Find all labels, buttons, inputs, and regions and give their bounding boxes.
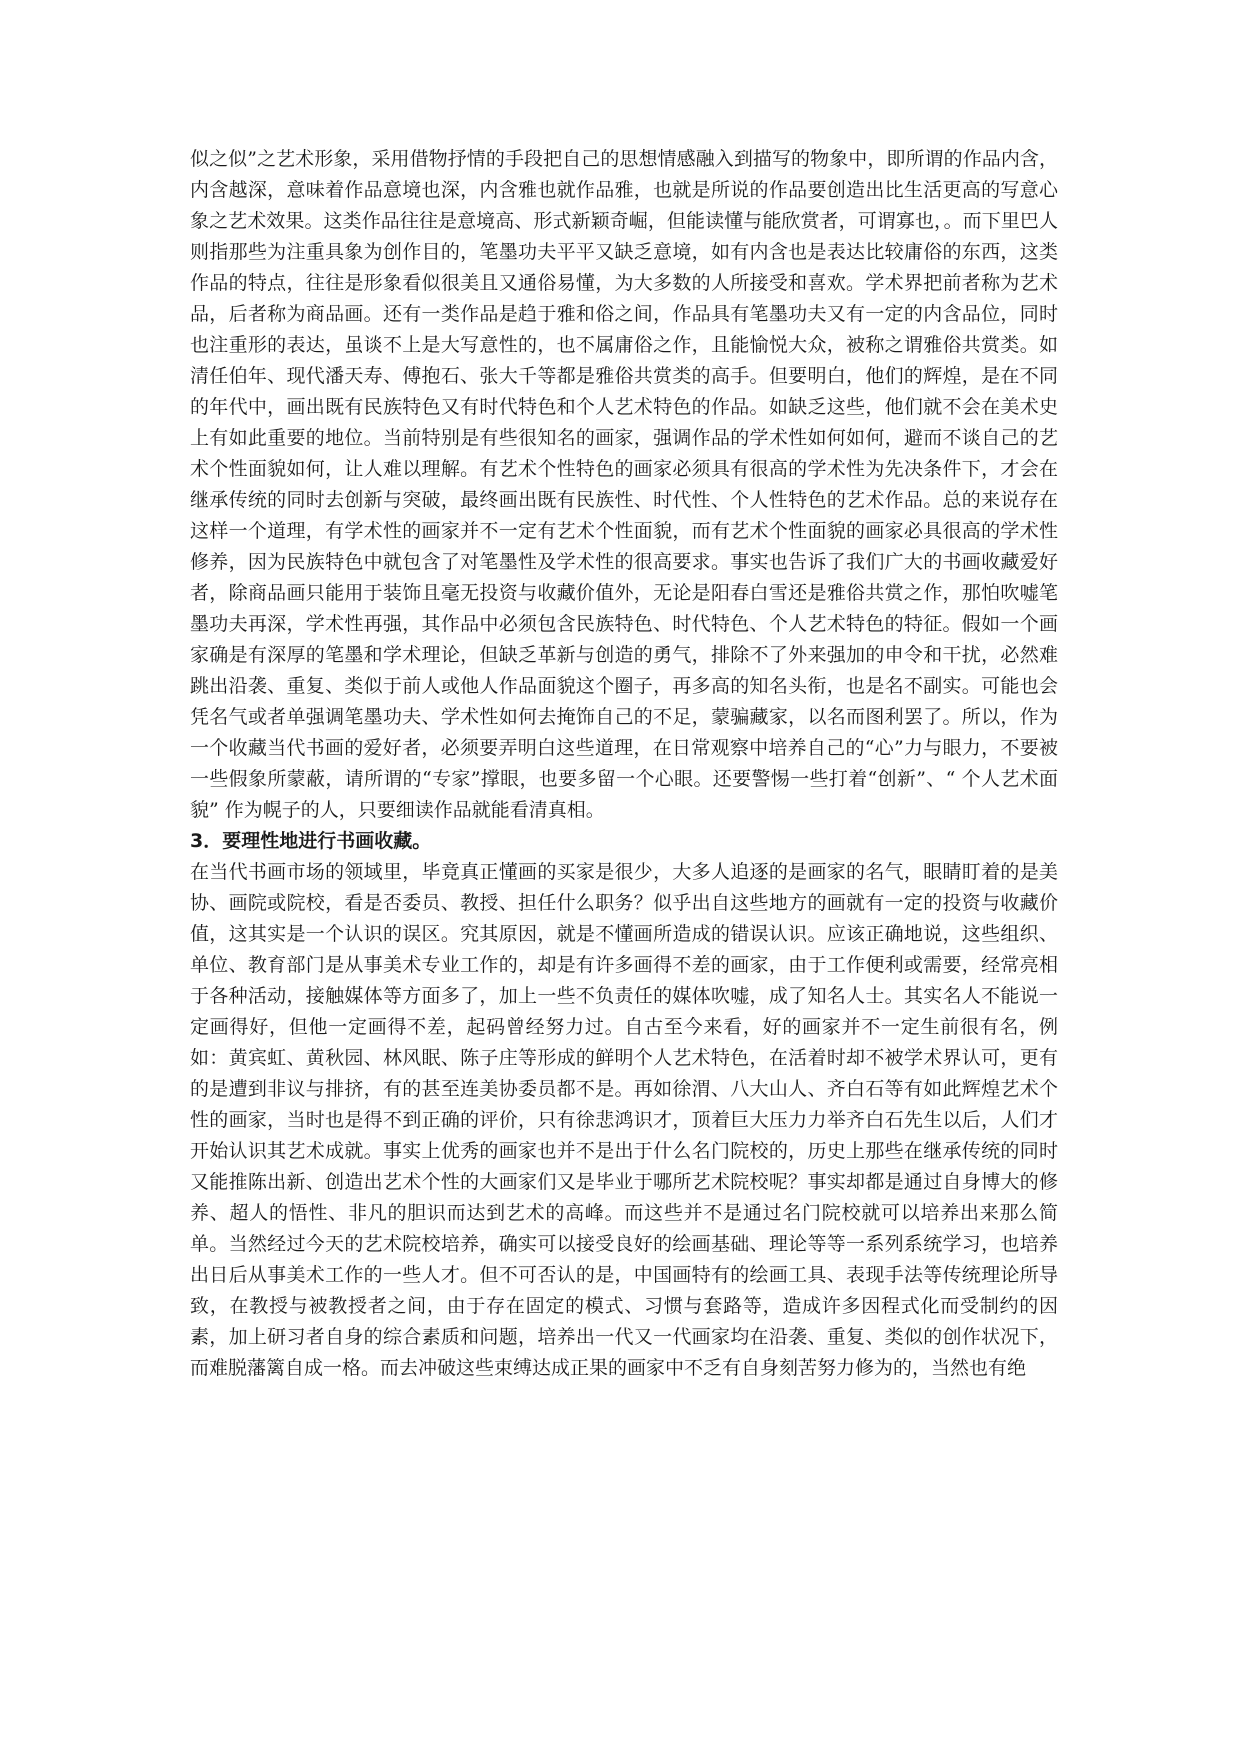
section-heading: 3．要理性地进行书画收藏。 [190,830,432,852]
body-paragraph: 似之似”之艺术形象，采用借物抒情的手段把自己的思想情感融入到描写的物象中，即所谓的作品内含，内含越深，意味着作品意境也深，内含雅也就作品雅，也就是所说的作品要创造出比生活更高的写意心象之艺术效果。这类作品往往是意境高、形式新颖奇崛，但能读懂与能欣赏者，可谓寡也，。而下里巴人则指那些为注重具象为创作目的，笔墨功夫平平又缺乏意境，如有内含也是表达比较庸俗的东西，这类作品的特点，往往是形象看似很美且又通俗易懂，为大多数的人所接受和喜欢。学术界把前者称为艺术品，后者称为商品画。还有一类作品是趋于雅和俗之间，作品具有笔墨功夫又有一定的内含品位，同时也注重形的表达，虽谈不上是大写意性的，也不属庸俗之作，且能愉悦大众，被称之谓雅俗共赏类。如清任伯年、现代潘天寿、傅抱石、张大千等都是雅俗共赏类的高手。但要明白，他们的辉煌，是在不同的年代中，画出既有民族特色又有时代特色和个人艺术特色的作品。如缺乏这些，他们就不会在美术史上有如此重要的地位。当前特别是有些很知名的画家，强调作品的学术性如何如何，避而不谈自己的艺术个性面貌如何，让人难以理解。有艺术个性特色的画家必须具有很高的学术性为先决条件下，才会在继承传统的同时去创新与突破，最终画出既有民族性、时代性、个人性特色的艺术作品。总的来说存在这样一个道理，有学术性的画家并不一定有艺术个性面貌，而有艺术个性面貌的画家必具很高的学术性修养，因为民族特色中就包含了对笔墨性及学术性的很高要求。事实也告诉了我们广大的书画收藏爱好者，除商品画只能用于装饰且毫无投资与收藏价值外，无论是阳春白雪还是雅俗共赏之作，那怕吹嘘笔墨功夫再深，学术性再强，其作品中必须包含民族特色、时代特色、个人艺术特色的特征。假如一个画家确是有深厚的笔墨和学术理论，但缺乏革新与创造的勇气，排除不了外来强加的申令和干扰，必然难跳出沿袭、重复、类似于前人或他人作品面貌这个圈子，再多高的知名头衔，也是名不副实。可能也会凭名气或者单强调笔墨功夫、学术性如何去掩饰自己的不足，蒙骗藏家，以名而图利罢了。所以，作为一个收藏当代书画的爱好者，必须要弄明白这些道理，在日常观察中培养自己的“心”力与眼力，不要被一些假象所蒙蔽，请所谓的“专家”撑眼，也要多留一个心眼。还要警惕一些打着“创新”、“ 个人艺术面貌” 作为幌子的人，只要细读作品就能看清真相。 [190,148,1058,821]
document-page [190,144,1058,1384]
body-paragraph: 在当代书画市场的领域里，毕竟真正懂画的买家是很少，大多人追逐的是画家的名气，眼睛盯着的是美协、画院或院校，看是否委员、教授、担任什么职务？似乎出自这些地方的画就有一定的投资与收藏价值，这其实是一个认识的误区。究其原因，就是不懂画所造成的错误认识。应该正确地说，这些组织、单位、教育部门是从事美术专业工作的，却是有许多画得不差的画家，由于工作便利或需要，经常亮相于各种活动，接触媒体等方面多了，加上一些不负责任的媒体吹嘘，成了知名人士。其实名人不能说一定画得好，但他一定画得不差，起码曾经努力过。自古至今来看，好的画家并不一定生前很有名，例如：黄宾虹、黄秋园、林风眠、陈子庄等形成的鲜明个人艺术特色，在活着时却不被学术界认可，更有的是遭到非议与排挤，有的甚至连美协委员都不是。再如徐渭、八大山人、齐白石等有如此辉煌艺术个性的画家，当时也是得不到正确的评价，只有徐悲鸿识才，顶着巨大压力力举齐白石先生以后，人们才开始认识其艺术成就。事实上优秀的画家也并不是出于什么名门院校的，历史上那些在继承传统的同时又能推陈出新、创造出艺术个性的大画家们又是毕业于哪所艺术院校呢？事实却都是通过自身博大的修养、超人的悟性、非凡的胆识而达到艺术的高峰。而这些并不是通过名门院校就可以培养出来那么简单。当然经过今天的艺术院校培养，确实可以接受良好的绘画基础、理论等等一系列系统学习，也培养出日后从事美术工作的一些人才。但不可否认的是，中国画特有的绘画工具、表现手法等传统理论所导致，在教授与被教授者之间，由于存在固定的模式、习惯与套路等，造成许多因程式化而受制约的因素，加上研习者自身的综合素质和问题，培养出一代又一代画家均在沿袭、重复、类似的创作状况下，而难脱藩篱自成一格。而去冲破这些束缚达成正果的画家中不乏有自身刻苦努力修为的，当然也有绝 [190,861,1058,1379]
